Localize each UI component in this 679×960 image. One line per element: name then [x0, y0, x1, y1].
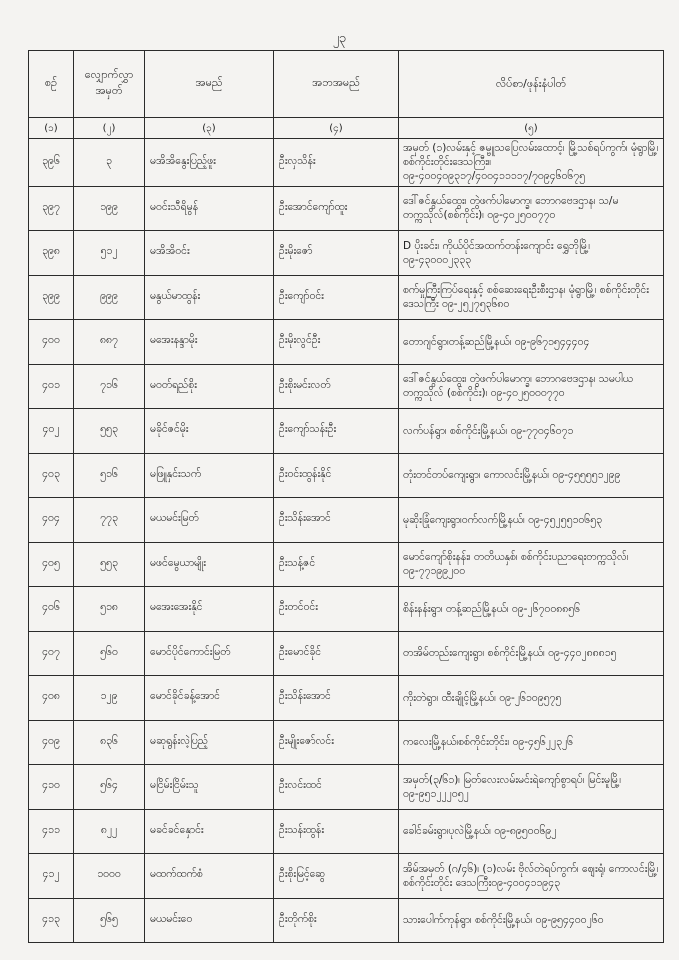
address-cell: ခေါင်ခမ်းရွာ၊ပုလဲမြို့နယ်၊ ၀၉-၈၉၅၀၀၆၉၂	[399, 809, 664, 854]
serial-cell: ၄၀၈	[29, 676, 74, 721]
table-row	[29, 631, 664, 676]
address-cell: မောင်ကျော်စိုးနန်း၊ တတိယနှစ်၊ စစ်ကိုင်းပညာရေးတက္ကသိုလ်၊ ၀၉-၇၇၁၉၉၂၀၀	[399, 542, 664, 587]
application-no-cell: ၃	[74, 139, 145, 187]
application-no-cell: ၁၉၉	[74, 186, 145, 231]
application-no-cell: ၈၂၂	[74, 809, 145, 854]
application-no-cell: ၉၉၉	[74, 275, 145, 320]
column-number: (၅)	[399, 118, 664, 139]
name-cell: မနွယ်မာထွန်း	[145, 275, 274, 320]
address-cell: D ပိုးခင်း၊ ကိုယ်ပိုင်အထက်တန်းကျောင်း ရွှေဘိုမြို့၊ ၀၉-၄၃၀၀၀၂၃၃၃	[399, 231, 664, 276]
address-cell: ကိုးတဲရွာ၊ ထီးချိုင့်မြို့နယ်၊ ၀၉-၂၆၁၀၉၅၇၅	[399, 676, 664, 721]
father-name-cell: ဦးကျော်သန်းဦး	[274, 409, 399, 454]
applicant-table	[28, 50, 664, 943]
address-cell: စက်မှုကြီးကြပ်ရေးနှင့် စစ်ဆေးရေးဦးစီးဌာန၊ မုံရွာမြို့၊ စစ်ကိုင်းတိုင်းဒေသကြီး ၀၉-၂၅၂၇၅၃၆၈၀	[399, 275, 664, 320]
name-cell: မအေးအေးနိုင်	[145, 587, 274, 632]
table-row	[29, 720, 664, 765]
address-cell: တုံးတင်တပ်ကျေးရွာ၊ ကောလင်းမြို့နယ်၊ ၀၉-၄၅၅၅၅၁၂၉၉	[399, 453, 664, 498]
application-no-cell: ၅၁၂	[74, 231, 145, 276]
father-name-cell: ဦးသိန်းအောင်	[274, 498, 399, 543]
header-address: လိပ်စာ/ဖုန်းနံပါတ်	[399, 51, 664, 118]
serial-cell: ၄၀၇	[29, 631, 74, 676]
name-cell: မယမင်းမြတ်	[145, 498, 274, 543]
address-cell: မုဆိုးခြုံကျေးရွာ၊ဝက်လက်မြို့နယ်၊ ၀၉-၄၅၂၅၅၁၀၆၅၃	[399, 498, 664, 543]
table-row	[29, 898, 664, 943]
table-row	[29, 186, 664, 231]
application-no-cell: ၈၈၇	[74, 320, 145, 365]
name-cell: မခင်ခင်နှောင်း	[145, 809, 274, 854]
table-row	[29, 275, 664, 320]
serial-cell: ၄၁၁	[29, 809, 74, 854]
serial-cell: ၄၀၄	[29, 498, 74, 543]
address-cell: ဒေါ်ဇင်နွယ်ထွေး၊ တွဲဖက်ပါမောက္ခ၊ ဘောဂဗေဒဌာန၊ သ/မတက္ကသိုလ်(စစ်ကိုင်း)၊ ၀၉-၄၀၂၅၀၀၇၇၀	[399, 186, 664, 231]
father-name-cell: ဦးလင်းထင်	[274, 765, 399, 810]
table-row	[29, 854, 664, 899]
address-cell: တအိမ်တည်းကျေးရွာ၊ စစ်ကိုင်းမြို့နယ်၊ ၀၉-၄၄၀၂၈၈၈၁၅	[399, 631, 664, 676]
address-cell: လက်ပန်ရွာ၊ စစ်ကိုင်းမြို့နယ်၊ ၀၉-၇၇၀၄၆၀၇၁	[399, 409, 664, 454]
father-name-cell: ဦးအောင်ကျော်ထူး	[274, 186, 399, 231]
address-cell: စိန်းနန်းရွာ၊ တန့်ဆည်မြို့နယ်၊ ၀၉-၂၆၇၀၀၈၈၅၆	[399, 587, 664, 632]
application-no-cell: ၅၅၃	[74, 409, 145, 454]
column-number-row	[29, 118, 664, 139]
serial-cell: ၃၉၈	[29, 231, 74, 276]
father-name-cell: ဦးမိုးလွင်ဦး	[274, 320, 399, 365]
serial-cell: ၃၉၉	[29, 275, 74, 320]
serial-cell: ၄၀၅	[29, 542, 74, 587]
name-cell: မဝတ်ရည်စိုး	[145, 364, 274, 409]
father-name-cell: ဦးစိုးမင်းလတ်	[274, 364, 399, 409]
column-number: (၃)	[145, 118, 274, 139]
column-number: (၂)	[74, 118, 145, 139]
name-cell: မယမင်းဝေ	[145, 898, 274, 943]
header-name: အမည်	[145, 51, 274, 118]
name-cell: မအေးနန္ဒာမိုး	[145, 320, 274, 365]
application-no-cell: ၈၃၆	[74, 720, 145, 765]
serial-cell: ၄၀၉	[29, 720, 74, 765]
name-cell: မဝင်းသီရိမွန်	[145, 186, 274, 231]
header-application-no: လျှောက်လွှာ အမှတ်	[74, 51, 145, 118]
application-no-cell: ၅၆၅	[74, 898, 145, 943]
table-row	[29, 809, 664, 854]
table-row	[29, 231, 664, 276]
name-cell: မအိအိဝင်း	[145, 231, 274, 276]
name-cell: မခိုင်ဇင်မိုး	[145, 409, 274, 454]
table-row	[29, 676, 664, 721]
serial-cell: ၄၀၁	[29, 364, 74, 409]
father-name-cell: ဦးမျိုးဇော်လင်း	[274, 720, 399, 765]
father-name-cell: ဦးစိုးမြင့်ဆွေ	[274, 854, 399, 899]
application-no-cell: ၅၆၀	[74, 631, 145, 676]
column-number: (၁)	[29, 118, 74, 139]
table-row	[29, 364, 664, 409]
father-name-cell: ဦးသန်းထွန်း	[274, 809, 399, 854]
table-row	[29, 453, 664, 498]
serial-cell: ၄၀၂	[29, 409, 74, 454]
father-name-cell: ဦးကျော်ဝင်း	[274, 275, 399, 320]
table-row	[29, 542, 664, 587]
name-cell: မအိအိနွေးပြည့်ဖူး	[145, 139, 274, 187]
name-cell: မောင်ခိုင်ခန့်အောင်	[145, 676, 274, 721]
father-name-cell: ဦးသိန်းအောင်	[274, 676, 399, 721]
father-name-cell: ဦးမောင်ခိုင်	[274, 631, 399, 676]
name-cell: မဆုရွန်းလဲ့ပြည့်	[145, 720, 274, 765]
application-no-cell: ၇၁၆	[74, 364, 145, 409]
serial-cell: ၄၀၃	[29, 453, 74, 498]
name-cell: မထက်ထက်စံ	[145, 854, 274, 899]
column-number: (၄)	[274, 118, 399, 139]
application-no-cell: ၁၂၉	[74, 676, 145, 721]
name-cell: မဖင်မွေယာမျိုး	[145, 542, 274, 587]
name-cell: မောင်ပိုင်ကောင်းမြတ်	[145, 631, 274, 676]
father-name-cell: ဦးမိုးဇော်	[274, 231, 399, 276]
application-no-cell: ၅၅၃	[74, 542, 145, 587]
name-cell: မဖြူနှင်းသက်	[145, 453, 274, 498]
header-father-name: အဘအမည်	[274, 51, 399, 118]
application-no-cell: ၅၆၄	[74, 765, 145, 810]
application-no-cell: ၅၁၆	[74, 453, 145, 498]
table-row	[29, 765, 664, 810]
father-name-cell: ဦးလှသိန်း	[274, 139, 399, 187]
table-row	[29, 139, 664, 187]
address-cell: အမှတ်(၃/၆၁)၊ မြတ်လေးလမ်းမင်းရဲကျော်စွာရပ်၊ မြင်းမူမြို့၊ ၀၉-၉၅၁၂၂၂၀၅၂	[399, 765, 664, 810]
address-cell: အမှတ် (၁)လမ်းနှင့် ဇမ္ဗူသပြေလမ်းထောင့်၊ မြို့သစ်ရပ်ကွက်၊ မုံရွာမြို့၊ စစ်ကိုင်းတိုင်းဒေသကြီး။ ၀၉-၄၀၀၄၀၉၃၁၇/၄၀၀၄၁၁၁၁၇/၇၀၉၄၆၀၆၇၅	[399, 139, 664, 187]
page-number: ၂၃	[332, 31, 347, 46]
serial-cell: ၃၉၇	[29, 186, 74, 231]
header-serial: စဉ်	[29, 51, 74, 118]
serial-cell: ၄၁၂	[29, 854, 74, 899]
table-row	[29, 498, 664, 543]
father-name-cell: ဦးဝင်းထွန်းနိုင်	[274, 453, 399, 498]
father-name-cell: ဦးတိုက်စိုး	[274, 898, 399, 943]
table-row	[29, 320, 664, 365]
address-cell: သားပေါက်ကုန်ရွာ၊ စစ်ကိုင်းမြို့နယ်၊ ၀၉-၉၅၄၄၀၀၂၆၀	[399, 898, 664, 943]
serial-cell: ၄၁၀	[29, 765, 74, 810]
serial-cell: ၄၀၆	[29, 587, 74, 632]
father-name-cell: ဦးသန့်ဇင်	[274, 542, 399, 587]
table-row	[29, 409, 664, 454]
application-no-cell: ၅၁၈	[74, 587, 145, 632]
serial-cell: ၃၉၆	[29, 139, 74, 187]
application-no-cell: ၁၀၀၀	[74, 854, 145, 899]
address-cell: ဒေါ်ဇင်နွယ်ထွေး၊ တွဲဖက်ပါမောက္ခ၊ ဘောဂဗေဒဌာန၊ သမပါယတက္ကသိုလ် (စစ်ကိုင်း)၊ ၀၉-၄၀၂၅၀၀၀၇၇၀	[399, 364, 664, 409]
name-cell: မငြိမ်းငြိမ်းသူ	[145, 765, 274, 810]
address-cell: တောဂျင်ရွာ၊တန့်ဆည်မြို့နယ်၊ ၀၉-၉၆၇၁၅၄၄၄၀၄	[399, 320, 664, 365]
serial-cell: ၄၀၀	[29, 320, 74, 365]
serial-cell: ၄၁၃	[29, 898, 74, 943]
header-row	[29, 51, 664, 118]
table-row	[29, 587, 664, 632]
address-cell: ကလေးမြို့နယ်၊စစ်ကိုင်းတိုင်း၊ ၀၉-၄၅၆၂၂၃၂၆	[399, 720, 664, 765]
father-name-cell: ဦးတင်ဝင်း	[274, 587, 399, 632]
address-cell: အိမ်အမှတ် (ဂ/၄၆)၊ (၁)လမ်း ဗိုလ်တဲရပ်ကွက်၊ ဈေးရုံ၊ ကောလင်းမြို့၊ စစ်ကိုင်းတိုင်း ဒေသကြီး၀၉-၄၀၀၄၁၁၉၄၃	[399, 854, 664, 899]
application-no-cell: ၇၇၃	[74, 498, 145, 543]
